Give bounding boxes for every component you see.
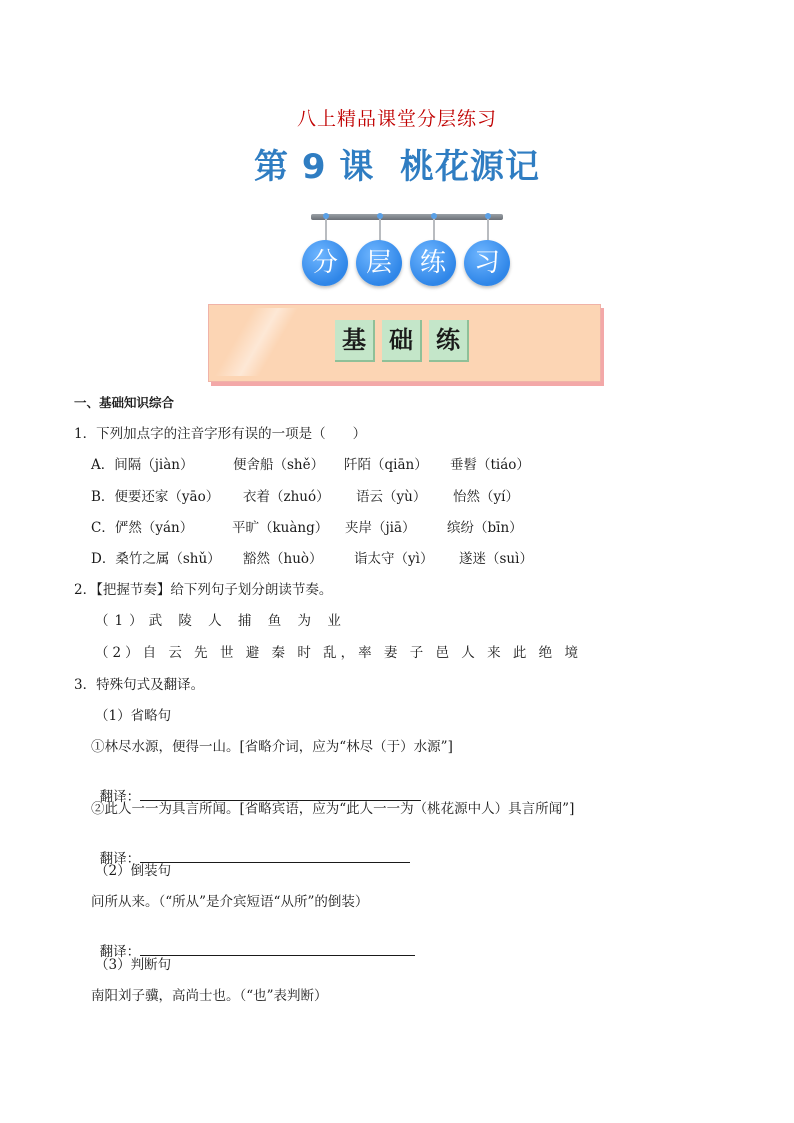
question-2-item-1: （1）武 陵 人 捕 鱼 为 业 — [95, 613, 347, 629]
option-b-1: B．便要还家（yāo） — [91, 489, 220, 505]
hanger-dot — [377, 213, 383, 219]
hanger-dot — [323, 213, 329, 219]
bubble-char: 练 — [410, 240, 456, 286]
option-a-3: 阡陌（qiān） — [344, 457, 428, 473]
answer-blank[interactable] — [140, 942, 415, 956]
hanger-dot — [485, 213, 491, 219]
hanger-string — [487, 216, 489, 242]
bubble-char: 分 — [302, 240, 348, 286]
banner-tile: 练 — [429, 320, 469, 362]
banner-shine — [212, 308, 312, 376]
translate-label: 翻译： — [99, 851, 141, 867]
sub-heading-inversion: （2）倒装句 — [95, 863, 172, 879]
option-d-4: 遂迷（suì） — [459, 551, 533, 567]
option-d-3: 诣太守（yì） — [354, 551, 434, 567]
hanger-string — [325, 216, 327, 242]
option-a-4: 垂髫（tiáo） — [450, 457, 530, 473]
bubble-char: 层 — [356, 240, 402, 286]
hanging-rail — [311, 214, 503, 220]
question-1-stem: 1．下列加点字的注音字形有误的一项是（ ） — [74, 426, 367, 442]
hanger-dot — [431, 213, 437, 219]
option-d-1: D．桑竹之属（shǔ） — [91, 551, 221, 567]
banner-tile: 础 — [382, 320, 422, 362]
option-b-2: 衣着（zhuó） — [243, 489, 330, 505]
sentence-1: ①林尽水源，便得一山。[省略介词，应为“林尽（于）水源”] — [91, 739, 453, 755]
banner-tile: 基 — [335, 320, 375, 362]
bubble-char: 习 — [464, 240, 510, 286]
sentence-2: ②此人一一为具言所闻。[省略宾语，应为“此人一一为（桃花源中人）具言所闻”] — [91, 801, 575, 817]
translate-label: 翻译： — [99, 944, 141, 960]
question-2-item-2: （2）自 云 先 世 避 秦 时 乱，率 妻 子 邑 人 来 此 绝 境 — [95, 645, 582, 661]
translate-label: 翻译： — [99, 789, 141, 805]
option-c-2: 平旷（kuàng） — [232, 520, 329, 536]
option-c-3: 夹岸（jiā） — [345, 520, 416, 536]
question-3-stem: 3．特殊句式及翻译。 — [74, 677, 205, 693]
hanger-string — [433, 216, 435, 242]
series-subtitle: 八上精品课堂分层练习 — [296, 108, 497, 130]
lesson-title: 第 9 课 桃花源记 — [253, 147, 540, 187]
hanger-string — [379, 216, 381, 242]
option-a-2: 便舍船（shě） — [233, 457, 325, 473]
answer-blank[interactable] — [140, 787, 421, 801]
sentence-4: 南阳刘子骥，高尚士也。（“也”表判断） — [91, 988, 328, 1004]
section-heading: 一、基础知识综合 — [74, 395, 175, 410]
option-a-1: A．间隔（jiàn） — [91, 457, 194, 473]
answer-blank[interactable] — [140, 849, 410, 863]
option-c-4: 缤纷（bīn） — [447, 520, 523, 536]
option-d-2: 豁然（huò） — [243, 551, 323, 567]
sentence-3: 问所从来。（“所从”是介宾短语“从所”的倒装） — [91, 894, 369, 910]
option-c-1: C．俨然（yán） — [91, 520, 194, 536]
question-2-stem: 2．【把握节奏】给下列句子划分朗读节奏。 — [74, 582, 333, 598]
sub-heading-judgment: （3）判断句 — [95, 957, 172, 973]
sub-heading-ellipsis: （1）省略句 — [95, 708, 172, 724]
option-b-4: 怡然（yí） — [453, 489, 519, 505]
option-b-3: 语云（yù） — [356, 489, 427, 505]
